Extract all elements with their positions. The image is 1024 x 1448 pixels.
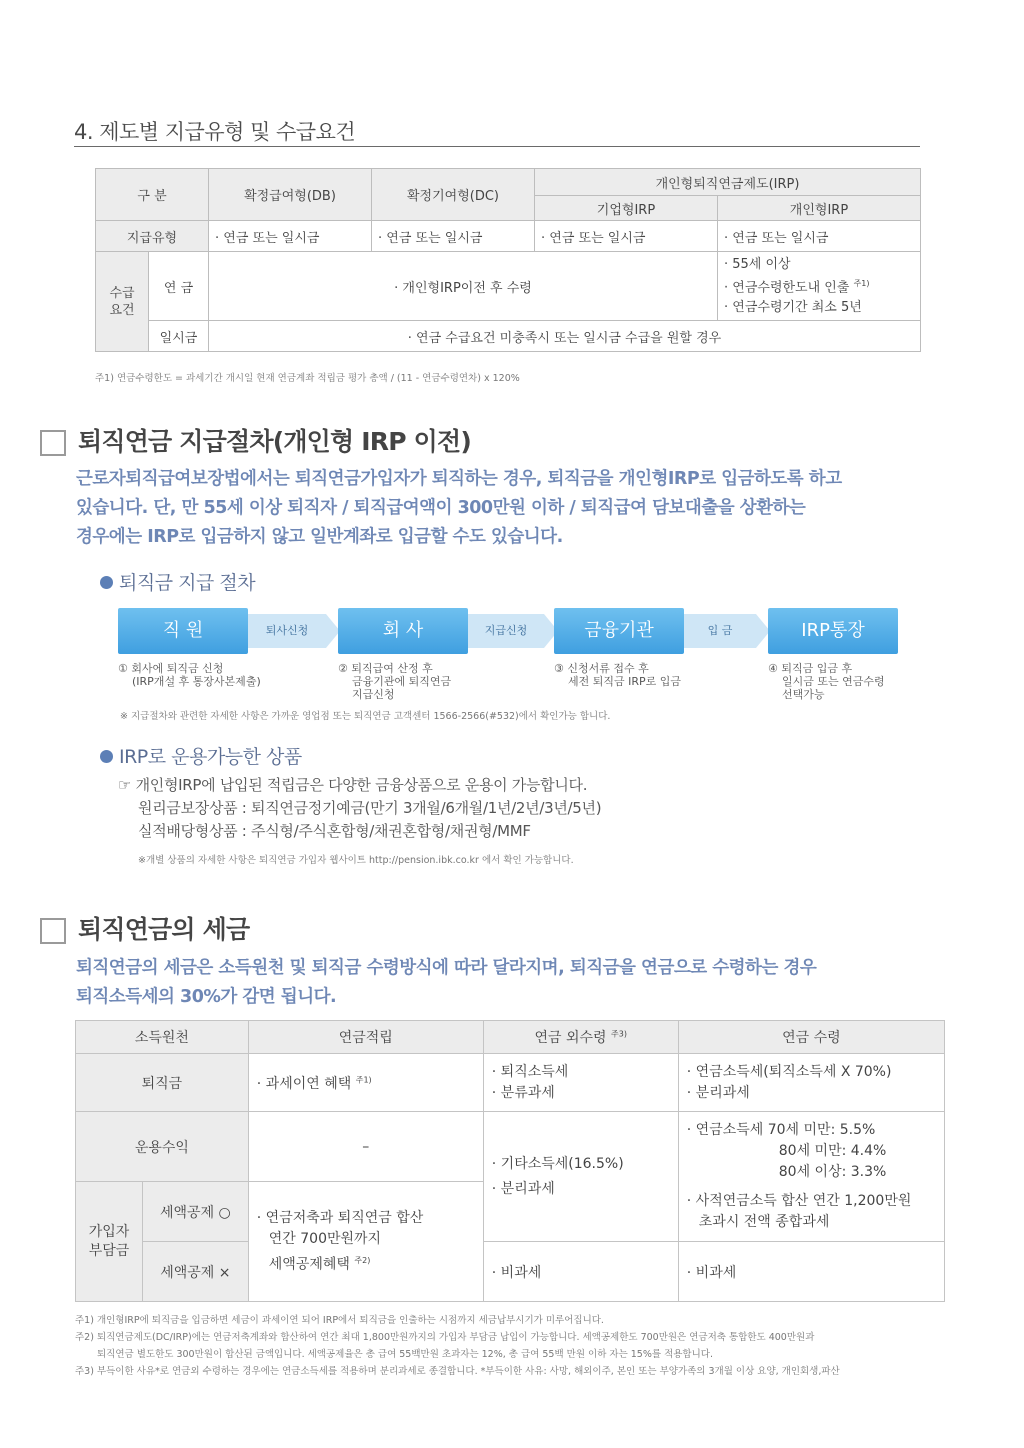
- oper-outside-line-1: · 기타소득세(16.5%): [491, 1155, 624, 1172]
- pension-indiv-line-2: [724, 274, 914, 297]
- step-note-1: [118, 662, 261, 688]
- step-note-4-line-3: 선택가능: [782, 688, 825, 701]
- cell-nodeduct-outside: · 비과세: [483, 1242, 678, 1302]
- products-line-2: 원리금보장상품 : 퇴직연금정기예금(만기 3개월/6개월/1년/2년/3년/5년): [138, 799, 602, 817]
- header-corp-irp: 기업형IRP: [535, 196, 718, 221]
- cell-lump-common: · 연금 수급요건 미충족시 또는 일시금 수급을 원할 경우: [209, 321, 921, 352]
- step-note-2: [338, 662, 451, 701]
- retire-outside-line-1: · 퇴직소득세: [491, 1063, 569, 1080]
- payment-type-table: [95, 168, 921, 352]
- tax-intro: [76, 954, 816, 1012]
- pension-indiv-line-1: · 55세 이상: [724, 257, 791, 273]
- step-note-4: [768, 662, 885, 701]
- row-label-type: 지급유형: [96, 221, 209, 252]
- cell-pension-indiv: [718, 252, 921, 321]
- step-note-2-line-1: ② 퇴직급여 산정 후: [338, 662, 433, 675]
- section4-divider: [74, 146, 920, 147]
- section4-footnote: 주1) 연금수령한도 = 과세기간 개시일 현재 연금계좌 적립금 평가 총액 / (11 - 연금수령연차) x 120%: [95, 373, 520, 384]
- header-receive: 연금 수령: [678, 1021, 944, 1054]
- header-irp: 개인형퇴직연금제도(IRP): [535, 169, 921, 196]
- row-label-retirement: 퇴직금: [76, 1054, 249, 1112]
- member-accum-line-3: [257, 1250, 475, 1276]
- section4-title: 4. 제도별 지급유형 및 수급요건: [74, 120, 356, 144]
- cell-retire-receive: [678, 1054, 944, 1112]
- header-outside: [483, 1021, 678, 1054]
- products-list: [118, 774, 601, 843]
- checkbox-square-icon: [40, 430, 66, 456]
- row-label-member-contribution: 가입자 부담금: [76, 1182, 143, 1302]
- procedure-subheading: 퇴직금 지급 절차: [119, 572, 256, 594]
- products-line-1: ☞ 개인형IRP에 납입된 적립금은 다양한 금융상품으로 운용이 가능합니다.: [118, 776, 588, 794]
- procedure-title: 퇴직연금 지급절차(개인형 IRP 이전): [78, 427, 471, 456]
- header-db: 확정급여형(DB): [209, 169, 372, 221]
- tax-title-row: [40, 910, 249, 946]
- retire-outside-line-2: · 분류과세: [491, 1084, 555, 1101]
- cell-pension-common: · 개인형IRP이전 후 수령: [209, 252, 718, 321]
- products-line-3: 실적배당형상품 : 주식형/주식혼합형/채권혼합형/채권형/MMF: [138, 822, 531, 840]
- header-indiv-irp: 개인형IRP: [718, 196, 921, 221]
- cell-type-db: · 연금 또는 일시금: [209, 221, 372, 252]
- header-source: 소득원천: [76, 1021, 249, 1054]
- bullet-dot-icon: [100, 750, 113, 763]
- procedure-subheading-row: [100, 568, 255, 595]
- step-note-1-line-1: ① 회사에 퇴직금 신청: [118, 662, 224, 675]
- step-note-3: [554, 662, 681, 688]
- products-subheading: IRP로 운용가능한 상품: [119, 746, 302, 768]
- footnote-ref-2: 주2): [354, 1255, 371, 1265]
- products-subheading-row: [100, 742, 302, 769]
- step-note-3-line-2: 세전 퇴직금 IRP로 입금: [568, 675, 682, 688]
- step-financial-institution: 금융기관: [554, 608, 684, 654]
- step-employee: 직 원: [118, 608, 248, 654]
- procedure-intro-line-1: 근로자퇴직급여보장법에서는 퇴직연금가입자가 퇴직하는 경우, 퇴직금을 개인형IRP로 입금하도록 하고: [76, 469, 842, 489]
- tax-table: [75, 1020, 945, 1302]
- tax-footnote-2-cont: 퇴직연금 별도한도 300만원이 합산된 금액입니다. 세액공제율은 총 급여 55백만원 초과자는 12%, 총 급여 55백 만원 이하 자는 15%를 적용합니다.: [97, 1349, 713, 1360]
- oper-outside-line-2: · 분리과세: [491, 1180, 555, 1197]
- row-label-deduct-no: 세액공제 ×: [143, 1242, 249, 1302]
- tax-footnote-2: 주2) 퇴직연금제도(DC/IRP)에는 연금저축계좌와 합산하여 연간 최대 1,800만원까지의 가입자 부담금 납입이 가능합니다. 세액공제한도 700만원은 연금저축 통합한도 400만원과: [75, 1332, 815, 1343]
- oper-receive-line-3: 80세 이상: 3.3%: [778, 1164, 887, 1180]
- cell-retire-accum-text: · 과세이연 혜택: [256, 1075, 352, 1092]
- bullet-dot-icon: [100, 576, 113, 589]
- tax-footnote-1: 주1) 개인형IRP에 퇴직금을 입금하면 세금이 과세이연 되어 IRP에서 퇴직금을 인출하는 시점까지 세금납부시기가 미루어집니다.: [75, 1315, 604, 1326]
- footnote-ref-1: 주1): [355, 1074, 372, 1084]
- oper-receive-line-1: · 연금소득세 70세 미만: 5.5%: [686, 1122, 876, 1138]
- footnote-ref-1: 주1): [853, 279, 870, 289]
- products-note: ※개별 상품의 자세한 사항은 퇴직연금 가입자 웹사이트 http://pension.ibk.co.kr 에서 확인 가능합니다.: [138, 855, 574, 866]
- row-label-lump: 일시금: [149, 321, 209, 352]
- step-note-2-line-2: 금융기관에 퇴직연금: [352, 675, 452, 688]
- header-gubun: 구 분: [96, 169, 209, 221]
- procedure-intro-line-2: 있습니다. 단, 만 55세 이상 퇴직자 / 퇴직급여액이 300만원 이하 / 퇴직급여 담보대출을 상환하는: [76, 498, 806, 518]
- header-accumulation: 연금적립: [248, 1021, 483, 1054]
- cell-type-indiv: · 연금 또는 일시금: [718, 221, 921, 252]
- checkbox-square-icon: [40, 918, 66, 944]
- procedure-intro: [76, 465, 842, 552]
- arrow-payment-request: 지급신청: [468, 614, 544, 648]
- member-accum-line-2: 연간 700만원까지: [268, 1230, 382, 1247]
- step-note-2-line-3: 지급신청: [352, 688, 395, 701]
- arrow-resign-request: 퇴사신청: [248, 614, 326, 648]
- member-accum-line-1: · 연금저축과 퇴직연금 합산: [256, 1209, 424, 1226]
- pension-indiv-line-2-text: · 연금수령한도내 인출: [724, 280, 850, 296]
- cell-member-accum: [248, 1182, 483, 1302]
- oper-receive-line-5: 초과시 전액 종합과세: [698, 1214, 830, 1230]
- step-note-1-line-2: (IRP개설 후 통장사본제출): [132, 675, 261, 688]
- row-label-requirement: 수급 요건: [96, 252, 149, 352]
- cell-retire-outside: [483, 1054, 678, 1112]
- cell-retire-accum: [248, 1054, 483, 1112]
- row-label-deduct-yes: 세액공제 ○: [143, 1182, 249, 1242]
- tax-intro-line-2: 퇴직소득세의 30%가 감면 됩니다.: [76, 987, 337, 1007]
- header-outside-text: 연금 외수령: [534, 1030, 607, 1046]
- procedure-note: ※ 지급절차와 관련한 자세한 사항은 가까운 영업점 또는 퇴직연금 고객센터 1566-2566(#532)에서 확인가능 합니다.: [120, 711, 611, 722]
- header-dc: 확정기여형(DC): [372, 169, 535, 221]
- cell-nodeduct-receive: · 비과세: [678, 1242, 944, 1302]
- step-note-4-line-1: ④ 퇴직금 입금 후: [768, 662, 853, 675]
- retire-receive-line-1: · 연금소득세(퇴직소득세 X 70%): [686, 1063, 892, 1080]
- footnote-ref-3: 주3): [611, 1029, 627, 1039]
- cell-type-dc: · 연금 또는 일시금: [372, 221, 535, 252]
- tax-footnote-3: 주3) 부득이한 사유*로 연금외 수령하는 경우에는 연금소득세를 적용하며 분리과세로 종결합니다. *부득이한 사유: 사망, 해외이주, 본인 또는 부양가족의 3개월 이상 요양, 개인회생,파산: [75, 1366, 840, 1377]
- procedure-title-row: [40, 422, 471, 458]
- step-company: 회 사: [338, 608, 468, 654]
- cell-type-corp: · 연금 또는 일시금: [535, 221, 718, 252]
- member-accum-line-3-text: 세액공제혜택: [268, 1256, 350, 1273]
- tax-title: 퇴직연금의 세금: [78, 915, 250, 944]
- arrow-deposit: 입 금: [684, 614, 756, 648]
- procedure-intro-line-3: 경우에는 IRP로 입금하지 않고 일반계좌로 입금할 수도 있습니다.: [76, 527, 563, 547]
- pension-indiv-line-3: · 연금수령기간 최소 5년: [724, 299, 862, 315]
- retire-receive-line-2: · 분리과세: [686, 1084, 750, 1101]
- row-label-operating-income: 운용수익: [76, 1112, 249, 1182]
- cell-oper-receive: [678, 1112, 944, 1242]
- step-irp-account: IRP통장: [768, 608, 898, 654]
- step-note-4-line-2: 일시금 또는 연금수령: [782, 675, 885, 688]
- row-label-pension: 연 금: [149, 252, 209, 321]
- oper-receive-line-4: · 사적연금소득 합산 연간 1,200만원: [686, 1193, 912, 1209]
- oper-receive-line-2: 80세 미만: 4.4%: [778, 1143, 887, 1159]
- cell-oper-outside: [483, 1112, 678, 1242]
- tax-intro-line-1: 퇴직연금의 세금은 소득원천 및 퇴직금 수령방식에 따라 달라지며, 퇴직금을 연금으로 수령하는 경우: [76, 958, 817, 978]
- step-note-3-line-1: ③ 신청서류 접수 후: [554, 662, 649, 675]
- cell-oper-accum: –: [248, 1112, 483, 1182]
